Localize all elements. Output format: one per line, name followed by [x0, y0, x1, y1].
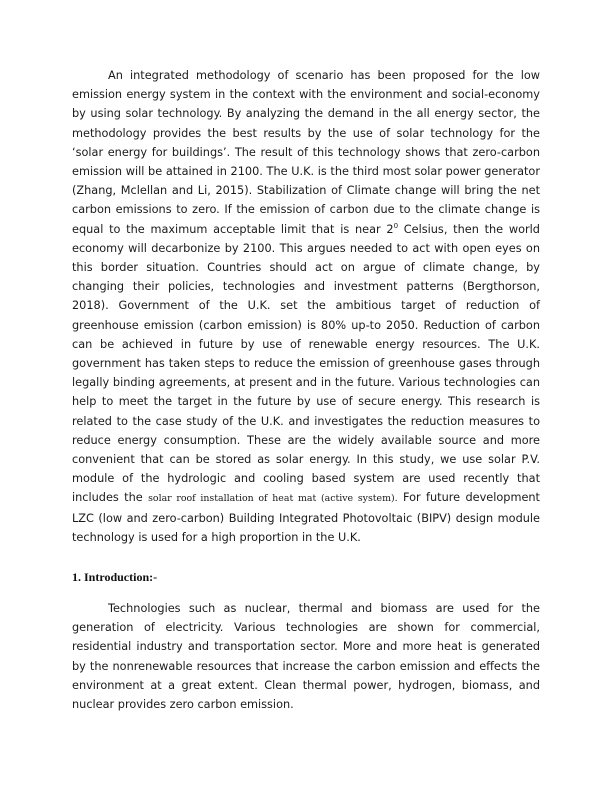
abstract-text-part3: For future development LZC (low and zero-carbon) Building Integrated Photovoltaic (BIPV) design module technology is used for a high proportion in the U.K. — [72, 491, 540, 544]
introduction-paragraph: Technologies such as nuclear, thermal and biomass are used for the generation of electricity. Various technologies are shown for commercial, residential industry and transportation sector. More and more heat is generated by the nonrenewable resources that increase the carbon emission and effects the environment at a great extent. Clean thermal power, hydrogen, biomass, and nuclear provides zero carbon emission. — [72, 602, 540, 712]
abstract-inline-serif-text: solar roof installation of heat mat (active system). — [148, 493, 398, 505]
section-heading-introduction: 1. Introduction:- — [72, 570, 158, 585]
document-page — [72, 66, 540, 714]
degree-superscript: 0 — [393, 221, 399, 230]
abstract-text-part1: An integrated methodology of scenario has been proposed for the low emission energy system in the context with the environment and social-economy by using solar technology. By analyzing the demand in the all energy sector, the methodology provides the best results by the use of solar technology for the ‘solar energy for buildings’. The result of this technology shows that zero-carbon emission will be attained in 2100. The U.K. is the third most solar power generator (Zhang, Mclellan and Li, 2015). Stabilization of Climate change will bring the net carbon emissions to zero. If the emission of carbon due to the climate change is equal to the maximum acceptable limit that is near 2 — [72, 69, 540, 236]
abstract-paragraph — [72, 66, 540, 547]
abstract-text-part2: Celsius, then the world economy will decarbonize by 2100. This argues needed to act with open eyes on this border situation. Countries should act on argue of climate change, by changing their policies, technologies and investment patterns (Bergthorson, 2018). Government of the U.K. set the ambitious target of reduction of greenhouse emission (carbon emission) is 80% up-to 2050. Reduction of carbon can be achieved in future by use of renewable energy resources. The U.K. government has taken steps to reduce the emission of greenhouse gases through legally binding agreements, at present and in the future. Various technologies can help to meet the target in the future by use of secure energy. This research is related to the case study of the U.K. and investigates the reduction measures to reduce energy consumption. These are the widely available source and more convenient that can be stored as solar energy. In this study, we use solar P.V. module of the hydrologic and cooling based system are used recently that includes the — [72, 222, 540, 505]
